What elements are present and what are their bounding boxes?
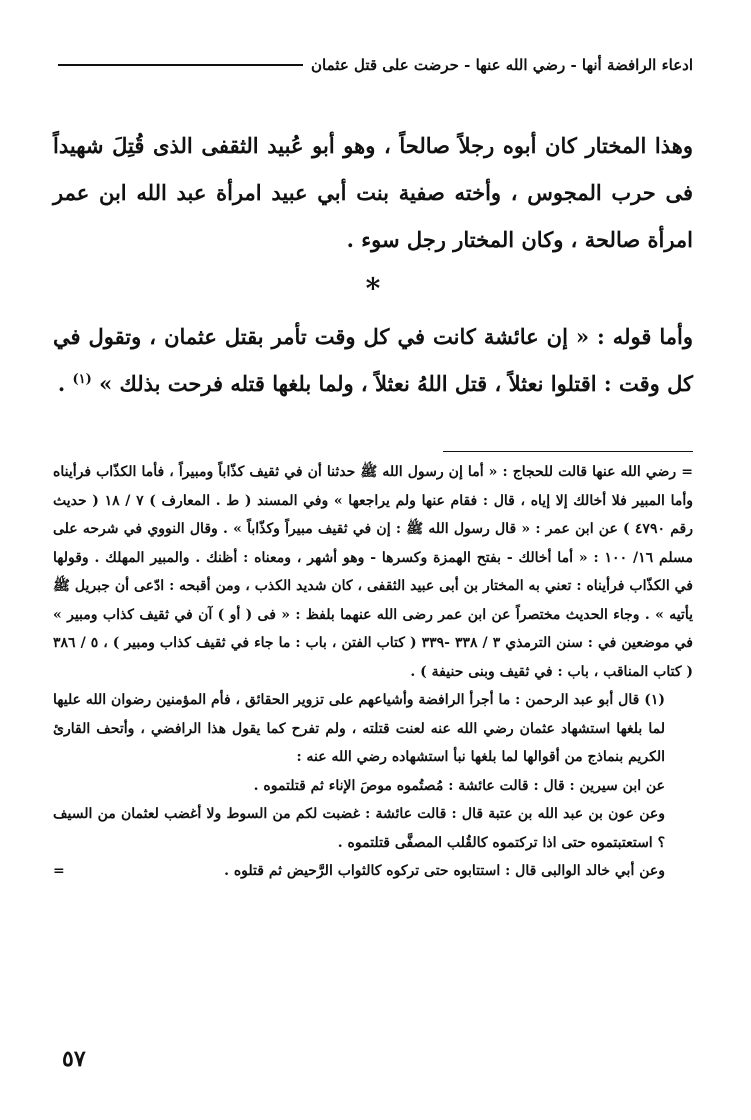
footnote-quote: عن ابن سيرين : قال : قالت عائشة : مُصتُموه موصَ الإناء ثم قتلتموه .: [253, 777, 665, 794]
body-paragraph: وهذا المختار كان أبوه رجلاً صالحاً ، وهو أبو عُبيد الثقفى الذى قُتِلَ شهيداً فى حرب المجوس ، وأخته صفية بنت أبي عبيد امرأة عبد الله ابن عمر امرأة صالحة ، وكان المختار رجل سوء .: [53, 133, 693, 252]
body-paragraph-text: وأما قوله : « إن عائشة كانت في كل وقت تأمر بقتل عثمان ، وتقول في كل وقت : اقتلوا نعثلاً ، قتل اللهُ نعثلاً ، ولما بلغها قتله فرحت بذلك »: [53, 324, 693, 396]
footnote-1: (١) قال أبو عبد الرحمن : ما أجرأ الرافضة وأشياعهم على تزوير الحقائق ، فأم المؤمنين رضوان الله عليها لما بلغها استشهاد عثمان رضي الله عنه لعنت قتلته ، ولم تفرح كما يقول هذا الرافضي ، وأتحف القارئ الكريم بنماذج من أقوالها لما بلغها نبأ استشهاده رضي الله عنه :: [53, 692, 665, 765]
body-paragraph-end: .: [57, 371, 66, 396]
page-number: ٥٧: [62, 1046, 86, 1072]
running-title: ادعاء الرافضة أنها - رضي الله عنها - حرضت على قتل عثمان: [311, 56, 693, 74]
section-separator: *: [365, 272, 381, 305]
continuation-mark: =: [53, 863, 65, 879]
header-rule: [58, 64, 303, 66]
footnote-reference[interactable]: (١): [72, 372, 92, 387]
body-paragraph: [53, 313, 693, 407]
main-text: [53, 122, 693, 407]
footnote-quote-text: وعن أبي خالد الوالبى قال : استتابوه حتى تركوه كالثواب الرَّحيض ثم قتلوه .: [224, 863, 665, 879]
footnote-continued: = رضي الله عنها قالت للحجاج : « أما إن رسول الله ﷺ حدثنا أن في ثقيف كذّاباً ومبيراً ، فأما الكذّاب فرأيناه وأما المبير فلا أخالك إلا إياه ، قال : فقام عنها ولم يراجعها » وفي المسند ( ط . المعارف ) ٧ / ١٨ ( حديث رقم ٤٧٩٠ ) عن ابن عمر : « قال رسول الله ﷺ : إن في ثقيف مبيراً وكذّاباً » . وقال النووي في شرحه على مسلم ١٦/ ١٠٠ : « أما أخالك - بفتح الهمزة وكسرها - وهو أشهر ، ومعناه : أظنك . والمبير المهلك . وقولها في الكذّاب فرأيناه : تعني به المختار بن أبى عبيد الثقفى ، كان شديد الكذب ، ومن أقبحه : ادّعى أن جبريل ﷺ يأتيه » . وجاء الحديث مختصراً عن ابن عمر رضى الله عنهما بلفظ : « فى ( أو ) آن في ثقيف كذاب ومبير » في موضعين في : سنن الترمذي ٣ / ٣٣٨ -٣٣٩ ( كتاب الفتن ، باب : ما جاء في ثقيف كذاب ومبير ) ، ٥ / ٣٨٦ ( كتاب المناقب ، باب : في ثقيف وبنى حنيفة ) .: [53, 464, 693, 680]
footnote-quote: [53, 857, 693, 886]
footnotes: [53, 458, 693, 886]
footnote-divider: [443, 451, 693, 452]
footnote-quote: وعن عون بن عبد الله بن عتبة قال : قالت عائشة : غضبت لكم من السوط ولا أغضب لعثمان من السيف ؟ استعتبتموه حتى اذا تركتموه كالقُلب المصفَّى قتلتموه .: [53, 806, 665, 851]
running-header: [58, 56, 693, 74]
